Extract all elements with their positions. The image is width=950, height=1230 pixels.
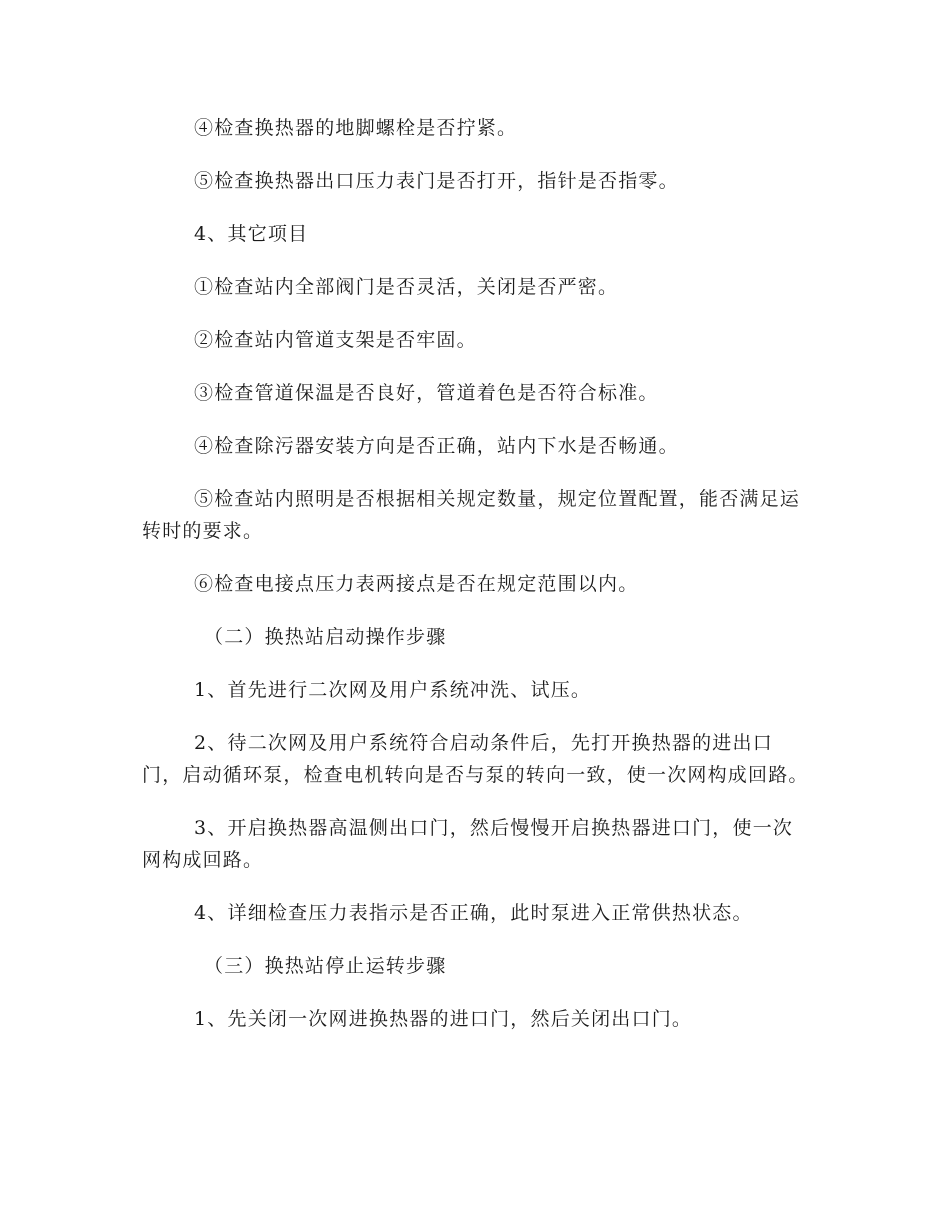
paragraph-startup-step-4: 4、详细检查压力表指示是否正确，此时泵进入正常供热状态。 [194, 902, 753, 924]
paragraph-check-pipe-supports: ②检查站内管道支架是否牢固。 [194, 329, 477, 351]
paragraph-check-anchor-bolts: ④检查换热器的地脚螺栓是否拧紧。 [194, 117, 518, 139]
paragraph-check-insulation: ③检查管道保温是否良好，管道着色是否符合标准。 [194, 382, 659, 404]
paragraph-check-valves: ①检查站内全部阀门是否灵活，关闭是否严密。 [194, 276, 619, 298]
paragraph-startup-step-2: 2、待二次网及用户系统符合启动条件后，先打开换热器的进出口门，启动循环泵，检查电机转向是否与泵的转向一致，使一次网构成回路。 [142, 732, 809, 786]
paragraph-shutdown-step-1: 1、先关闭一次网进换热器的进口门，然后关闭出口门。 [194, 1008, 693, 1030]
paragraph-startup-step-1: 1、首先进行二次网及用户系统冲洗、试压。 [194, 679, 592, 701]
paragraph-check-pressure-gauge-valve: ⑤检查换热器出口压力表门是否打开，指针是否指零。 [194, 170, 679, 192]
paragraph-check-lighting: ⑤检查站内照明是否根据相关规定数量，规定位置配置，能否满足运转时的要求。 [142, 488, 801, 542]
section-heading-shutdown-steps: （三）换热站停止运转步骤 [204, 955, 447, 977]
paragraph-check-contact-gauge: ⑥检查电接点压力表两接点是否在规定范围以内。 [194, 573, 639, 595]
paragraph-startup-step-3: 3、开启换热器高温侧出口门，然后慢慢开启换热器进口门，使一次网构成回路。 [142, 817, 794, 871]
section-heading-other-items: 4、其它项目 [194, 223, 309, 245]
document-body [142, 112, 810, 1035]
paragraph-check-strainer: ④检查除污器安装方向是否正确，站内下水是否畅通。 [194, 435, 679, 457]
section-heading-startup-steps: （二）换热站启动操作步骤 [204, 626, 447, 648]
